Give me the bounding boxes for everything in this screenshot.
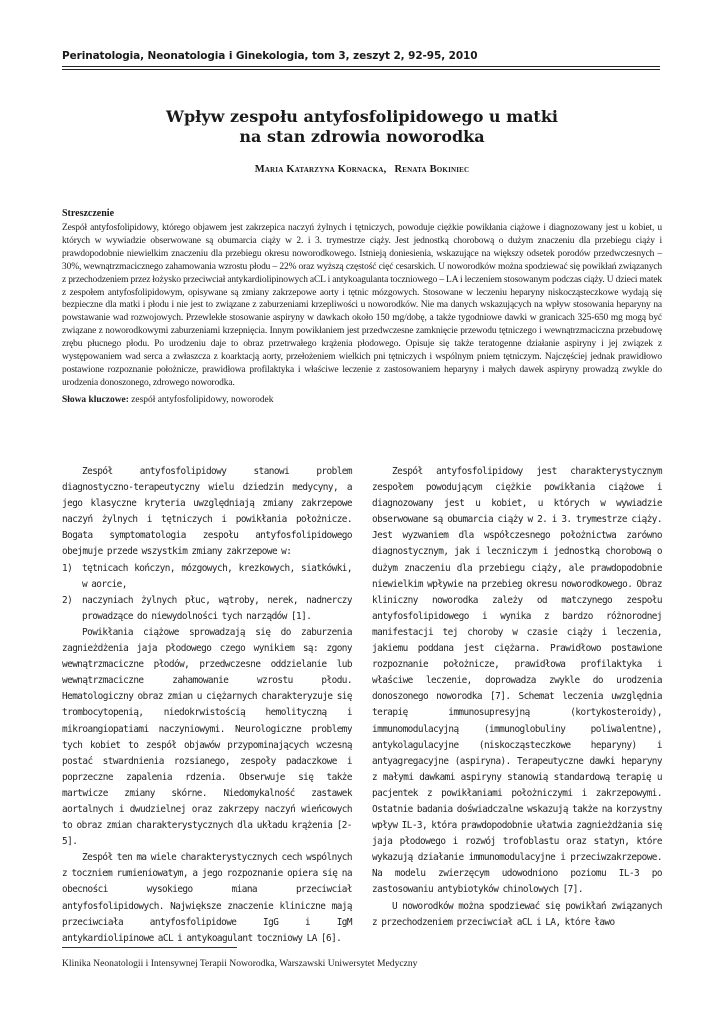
article-title: [62, 107, 662, 147]
header-rule-bottom: [62, 69, 660, 70]
author-list: [62, 164, 662, 175]
keywords-text: zespół antyfosfolipidowy, noworodek: [128, 394, 274, 405]
article-title-line-1: Wpływ zespołu antyfosfolipidowego u matki: [166, 107, 558, 126]
header-rule-top: [62, 66, 660, 67]
abstract-heading: Streszczenie: [62, 208, 115, 219]
article-title-line-2: na stan zdrowia noworodka: [239, 127, 485, 146]
list-number: 1): [62, 562, 73, 574]
list-item: [62, 593, 352, 625]
author-1: Maria Katarzyna Kornacka,: [254, 164, 387, 175]
journal-running-head: Perinatologia, Neonatologia i Ginekologia, tom 3, zeszyt 2, 92-95, 2010: [62, 50, 478, 62]
paragraph: Powikłania ciążowe sprowadzają się do zaburzenia zagnieżdżenia jaja płodowego czego wynikiem są: zgony wewnątrzmaciczne płodów, przedwczesne oddzielanie lub wewnątrzmaciczne zahamowanie wzrostu płodu. Hematologiczny obraz zmian u ciężarnych charakteryzuje się trombocytopenią, niedokrwistością hemolityczną i mikroangiopatiami naczyniowymi. Neurologiczne problemy tych kobiet to zespół objawów przypominających wczesną postać stwardnienia rozsianego, zespoły padaczkowe i poprzeczne zapalenia rdzenia. Obserwuje się także martwicze zmiany skórne. Niedomykalność zastawek aortalnych i dwudzielnej oraz zakrzepy naczyń wieńcowych to obraz zmian charakterystycznych dla układu krążenia [2-5].: [62, 626, 352, 848]
list-item: [62, 561, 352, 593]
footnote-rule: [62, 947, 237, 948]
abstract-section: [62, 207, 662, 407]
right-text-column: [372, 464, 662, 931]
abstract-text: Zespół antyfosfolipidowy, którego objawem jest zakrzepica naczyń żylnych i tętniczych, powoduje ciężkie powikłania ciążowe i diagnozowany jest u kobiet, u których w wywiadzie obserwowane są obumarcia ciąży w 2. i 3. trymestrze ciąży. Jest jednostką chorobową o dużym znaczeniu dla przebiegu ciąży i prawdopodobnie niewielkim znaczeniu dla przebiegu okresu noworodkowego. Istnieją doniesienia, wskazujące na większy odsetek porodów przedwczesnych – 30%, wewnątrzmacicznego zahamowania wzrostu płodu – 22% oraz wyższą częstość cięć cesarskich. U noworodków można spodziewać się powikłań związanych z przechodzeniem przez łożysko przeciwciał antykardiolipinowych aCL i antykoagulanta toczniowego – LA i leczeniem stosowanym podczas ciąży. U dzieci matek z zespołem antyfosfolipidowym, opisywane są zmiany zakrzepowe aorty i tętnic mózgowych. Stosowane w leczeniu heparyny niskocząsteczkowe wydają się bezpieczne dla matki i płodu i nie jest to związane z zaburzeniami krzepliwości u noworodków. Nie ma danych wskazujących na wpływ stosowania heparyny na powstawanie wad rozwojowych. Przewlekłe stosowanie aspiryny w dawkach około 150 mg/dobę, a także tygodniowe dawki w granicach 325-650 mg mogą być związane z noworodkowymi zaburzeniami krzepnięcia. Innym powikłaniem jest przedwczesne zamknięcie przewodu tętniczego i wewnątrzmaciczna przebudowę zrębu płucnego płodu. Po urodzeniu daje to obraz przetrwałego krążenia płodowego. Opisuje się także teratogenne działanie aspiryny i jej związek z występowaniem wad serca a zwłaszcza z koarktacją aorty, przełożeniem wielkich pni tętniczych i wspólnym pniem tętniczym. Najczęściej jednak prawidłowo postawione rozpoznanie położnicze, prawidłowa profilaktyka i właściwe leczenie z zastosowaniem heparyny i małych dawek aspiryny prowadzą zwykle do urodzenia donoszonego, zdrowego noworodka.: [62, 223, 662, 388]
list-item-text: naczyniach żylnych płuc, wątroby, nerek, nadnerczy prowadzące do niewydolności tych narządów [1].: [82, 594, 352, 622]
paragraph: Zespół ten ma wiele charakterystycznych cech wspólnych z toczniem rumieniowatym, a jego rozpoznanie opiera się na obecności wysokiego miana przeciwciał antyfosfolipidowych. Największe znaczenie kliniczne mają przeciwciała antyfosfolipidowe IgG i IgM antykardiolipinowe aCL i antykoagulant toczniowy LA [6].: [62, 852, 352, 944]
paragraph: U noworodków można spodziewać się powikłań związanych z przechodzeniem przeciwciał aCL i LA, które ławo: [372, 900, 662, 928]
author-affiliation: Klinika Neonatologii i Intensywnej Terapii Noworodka, Warszawski Uniwersytet Medyczny: [62, 958, 418, 969]
list-item-text: tętnicach kończyn, mózgowych, krezkowych, siatkówki, w aorcie,: [82, 562, 352, 590]
keywords-line: [62, 394, 662, 407]
paragraph: Zespół antyfosfolipidowy jest charakterystycznym zespołem powodującym ciężkie powikłania ciążowe i diagnozowany jest u kobiet, u których w wywiadzie obserwowane są obumarcia ciąży w 2. i 3. trymestrze ciąży. Jest wyzwaniem dla współczesnego położnictwa zarówno diagnostycznym, jak i leczniczym i jednostką chorobową o dużym znaczeniu dla przebiegu ciąży, ale prawdopodobnie niewielkim wpływie na przebieg okresu noworodkowego. Obraz kliniczny noworodka zależy od matczynego zespołu antyfosfolipidowego i wynika z bardzo różnorodnej manifestacji tej choroby w czasie ciąży i leczenia, jakiemu poddana jest ciężarna. Prawidłowo postawione rozpoznanie położnicze, prawidłowa profilaktyka i właściwe leczenie, doprowadza zwykle do urodzenia donoszonego noworodka [7]. Schemat leczenia uwzględnia terapię immunosupresyjną (kortykosteroidy), immunomodulacyjną (immunoglobuliny poliwalentne), antykolagulacyjne (niskocząsteczkowe heparyny) i antyagregacyjne (aspiryna). Terapeutyczne dawki heparyny z małymi dawkami aspiryny stanowią standardową terapię u pacjentek z powikłaniami położniczymi i zakrzepowymi. Ostatnie badania doświadczalne wskazują także na korzystny wpływ IL-3, która prawdopodobnie ułatwia zagnieżdżania się jaja płodowego i rozwój trofoblastu oraz statyn, które wykazują działanie immunomodulacyjne i przeciwzakrzepowe. Na modelu zwierzęcym udowodniono poziomu IL-3 po zastosowaniu antybiotyków chinolowych [7].: [372, 466, 662, 896]
paragraph: Zespół antyfosfolipidowy stanowi problem diagnostyczno-terapeutyczny wielu dziedzin medycyny, a jego klasyczne kryteria uwzględniają zmiany zakrzepowe naczyń żylnych i tętniczych i powikłania położnicze. Bogata symptomatologia zespołu antyfosfolipidowego obejmuje przede wszystkim zmiany zakrzepowe w:: [62, 466, 352, 558]
keywords-label: Słowa kluczowe:: [62, 394, 129, 405]
left-text-column: [62, 464, 352, 947]
author-2: Renata Bokiniec: [394, 164, 470, 175]
list-number: 2): [62, 594, 73, 606]
